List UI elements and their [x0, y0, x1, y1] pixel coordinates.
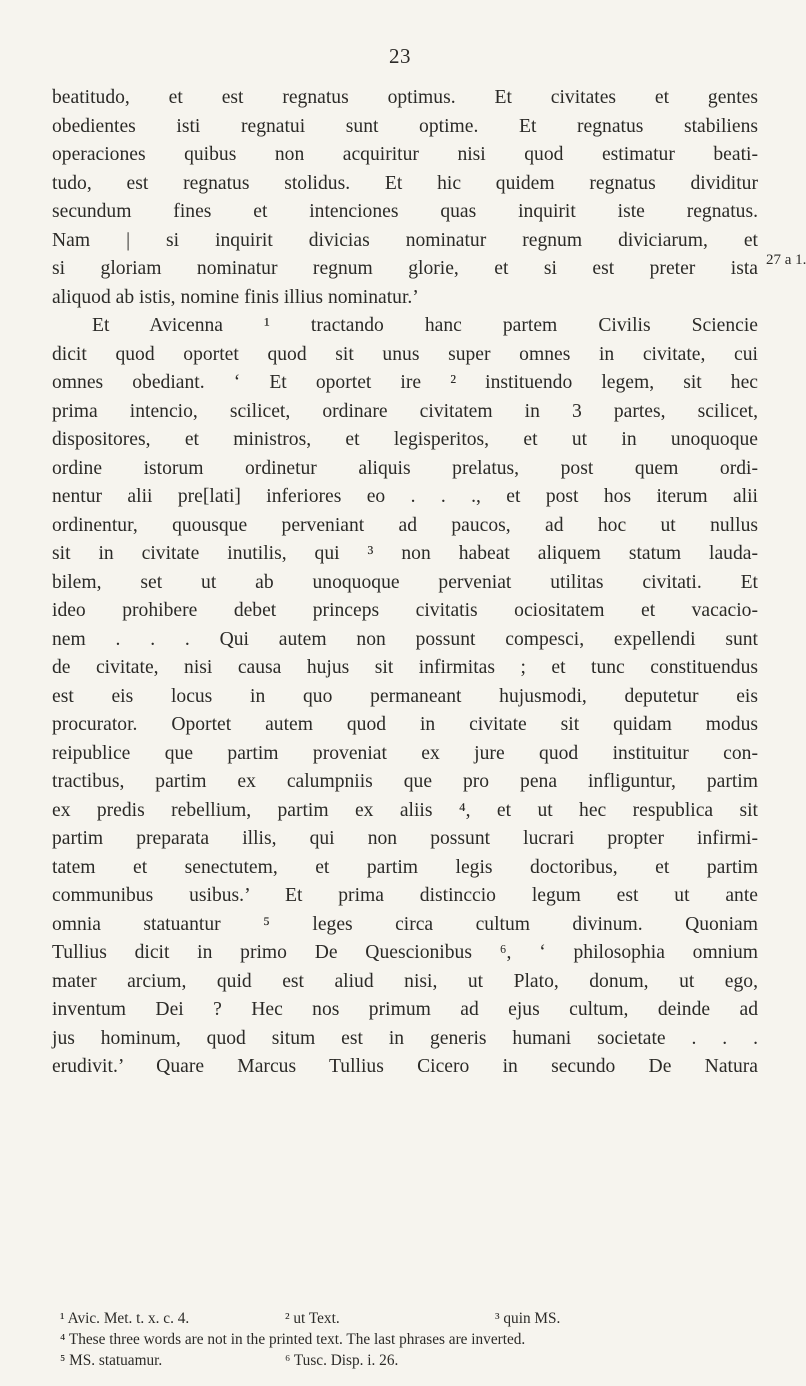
text-line: communibus usibus.’ Et prima distinccio legum est ut ante [52, 885, 758, 906]
text-line: prima intencio, scilicet, ordinare civitatem in 3 partes, scilicet, [52, 400, 758, 422]
text-line: tatem et senectutem, et partim legis doctoribus, et partim [52, 856, 758, 878]
text-line: partim preparata illis, qui non possunt lucrari propter infirmi- [52, 828, 758, 849]
text-line: secundum fines et intenciones quas inquirit iste regnatus. [52, 201, 758, 222]
text-line: ordine istorum ordinetur aliquis prelatus, post quem ordi- [52, 457, 758, 479]
text-line: omnia statuantur ⁵ leges circa cultum divinum. Quoniam [52, 913, 758, 935]
footnote-3: ³ quin MS. [495, 1310, 561, 1327]
text-line: sit in civitate inutilis, qui ³ non habeat aliquem statum lauda- [52, 543, 758, 564]
footnote-row [52, 1329, 758, 1350]
text-line: aliquod ab istis, nomine finis illius nominatur.’ [52, 286, 419, 308]
text-line: tudo, est regnatus stolidus. Et hic quidem regnatus dividitur [52, 172, 758, 194]
footnotes [52, 1308, 758, 1371]
margin-reference: 27 a 1. [766, 252, 806, 268]
text-line: mater arcium, quid est aliud nisi, ut Plato, donum, ut ego, [52, 970, 758, 992]
text-line: Et Avicenna ¹ tractando hanc partem Civilis Sciencie [92, 315, 758, 336]
text-line: erudivit.’ Quare Marcus Tullius Cicero in secundo De Natura [52, 1056, 758, 1077]
text-line: procurator. Oportet autem quod in civitate sit quidam modus [52, 714, 758, 735]
text-line: omnes obediant. ‘ Et oportet ire ² instituendo legem, sit hec [52, 372, 758, 393]
text-line: de civitate, nisi causa hujus sit infirmitas ; et tunc constituendus [52, 657, 758, 678]
text-line: beatitudo, et est regnatus optimus. Et civitates et gentes [52, 87, 758, 108]
text-line: reipublice que partim proveniat ex jure quod instituitur con- [52, 742, 758, 764]
text-line: est eis locus in quo permaneant hujusmodi, deputetur eis [52, 685, 758, 707]
footnote-5: ⁵ MS. statuamur. [60, 1352, 163, 1369]
page-number: 23 [389, 44, 411, 68]
text-line: jus hominum, quod situm est in generis humani societate . . . [52, 1027, 758, 1049]
footnote-1: ¹ Avic. Met. t. x. c. 4. [60, 1310, 190, 1327]
text-line: inventum Dei ? Hec nos primum ad ejus cultum, deinde ad [52, 999, 758, 1020]
text-line: dispositores, et ministros, et legisperitos, et ut in unoquoque [52, 429, 758, 450]
text-line: obedientes isti regnatui sunt optime. Et regnatus stabiliens [52, 115, 758, 137]
text-line: tractibus, partim ex calumpniis que pro pena infliguntur, partim [52, 771, 758, 792]
text-line: nem . . . Qui autem non possunt compesci, expellendi sunt [52, 628, 758, 650]
footnote-row [52, 1308, 758, 1329]
footnote-row [52, 1350, 758, 1371]
text-line: ordinentur, quousque perveniant ad paucos, ad hoc ut nullus [52, 514, 758, 536]
footnote-2: ² ut Text. [285, 1310, 340, 1327]
text-line: operaciones quibus non acquiritur nisi quod estimatur beati- [52, 144, 758, 165]
text-line: ex predis rebellium, partim ex aliis ⁴, et ut hec respublica sit [52, 799, 758, 821]
text-line: bilem, set ut ab unoquoque perveniat utilitas civitati. Et [52, 571, 758, 593]
footnote-6: ⁶ Tusc. Disp. i. 26. [285, 1352, 399, 1369]
footnote-4: ⁴ These three words are not in the printed text. The last phrases are inverted. [60, 1331, 526, 1348]
text-line: dicit quod oportet quod sit unus super omnes in civitate, cui [52, 343, 758, 365]
text-line: si gloriam nominatur regnum glorie, et si est preter ista [52, 258, 758, 279]
text-line: ideo prohibere debet princeps civitatis ociositatem et vacacio- [52, 600, 758, 621]
text-line: nentur alii pre[lati] inferiores eo . . ., et post hos iterum alii [52, 486, 758, 507]
text-line: Tullius dicit in primo De Quescionibus ⁶, ‘ philosophia omnium [52, 942, 758, 963]
body-text [52, 84, 758, 1082]
text-line: Nam | si inquirit divicias nominatur regnum diviciarum, et [52, 229, 758, 251]
